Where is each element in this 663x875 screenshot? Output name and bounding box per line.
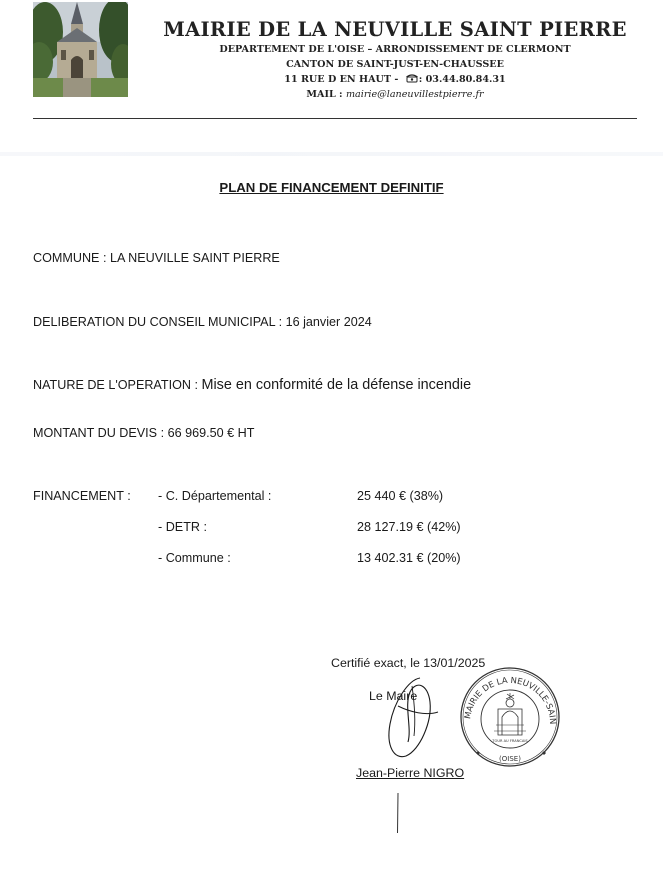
church-photo <box>33 2 128 97</box>
svg-text:(OISE): (OISE) <box>499 755 521 763</box>
header-divider <box>33 118 637 119</box>
signatory-title: Le Maire <box>369 689 418 703</box>
financement-item-amount: 25 440 € (38%) <box>357 489 444 503</box>
header-address: 11 RUE D EN HAUT - <box>284 74 399 85</box>
commune-line: COMMUNE : LA NEUVILLE SAINT PIERRE <box>33 251 280 265</box>
svg-text:TOUR AU FRANCAIS: TOUR AU FRANCAIS <box>492 739 528 743</box>
financement-label: FINANCEMENT : <box>33 489 131 503</box>
mairie-title: MAIRIE DE LA NEUVILLE SAINT PIERRE <box>163 18 627 41</box>
mail-label: MAIL : <box>306 89 343 100</box>
svg-text:MAIRIE DE LA NEUVILLE-SAINT-PI: MAIRIE DE LA NEUVILLE-SAIN <box>462 674 559 725</box>
header-contact <box>130 74 660 85</box>
deliberation-line: DELIBERATION DU CONSEIL MUNICIPAL : 16 janvier 2024 <box>33 315 372 329</box>
financement-item-label: - C. Départemental : <box>158 489 272 503</box>
handwritten-signature <box>368 672 448 764</box>
montant-line: MONTANT DU DEVIS : 66 969.50 € HT <box>33 426 255 440</box>
plan-title: PLAN DE FINANCEMENT DEFINITIF <box>219 180 444 195</box>
header-phone: : 03.44.80.84.31 <box>418 74 506 85</box>
nature-label: NATURE DE L'OPERATION : <box>33 378 198 392</box>
scan-artifact-band <box>0 152 663 156</box>
phone-icon <box>406 74 418 83</box>
mairie-seal-stamp <box>458 665 562 769</box>
header-canton: CANTON DE SAINT-JUST-EN-CHAUSSEE <box>286 59 504 70</box>
nature-line <box>33 377 471 393</box>
financement-item-label: - Commune : <box>158 551 231 565</box>
pen-mark <box>396 793 400 833</box>
mail-address[interactable]: mairie@laneuvillestpierre.fr <box>345 89 484 100</box>
header-mail <box>130 89 660 100</box>
signatory-name: Jean-Pierre NIGRO <box>356 766 465 780</box>
financement-item-label: - DETR : <box>158 520 207 534</box>
nature-value: Mise en conformité de la défense incendie <box>201 377 472 393</box>
header-department: DEPARTEMENT DE L'OISE – ARRONDISSEMENT DE CLERMONT <box>219 44 571 55</box>
financement-item-amount: 28 127.19 € (42%) <box>357 520 461 534</box>
certification-text: Certifié exact, le 13/01/2025 <box>331 656 486 670</box>
financement-item-amount: 13 402.31 € (20%) <box>357 551 461 565</box>
